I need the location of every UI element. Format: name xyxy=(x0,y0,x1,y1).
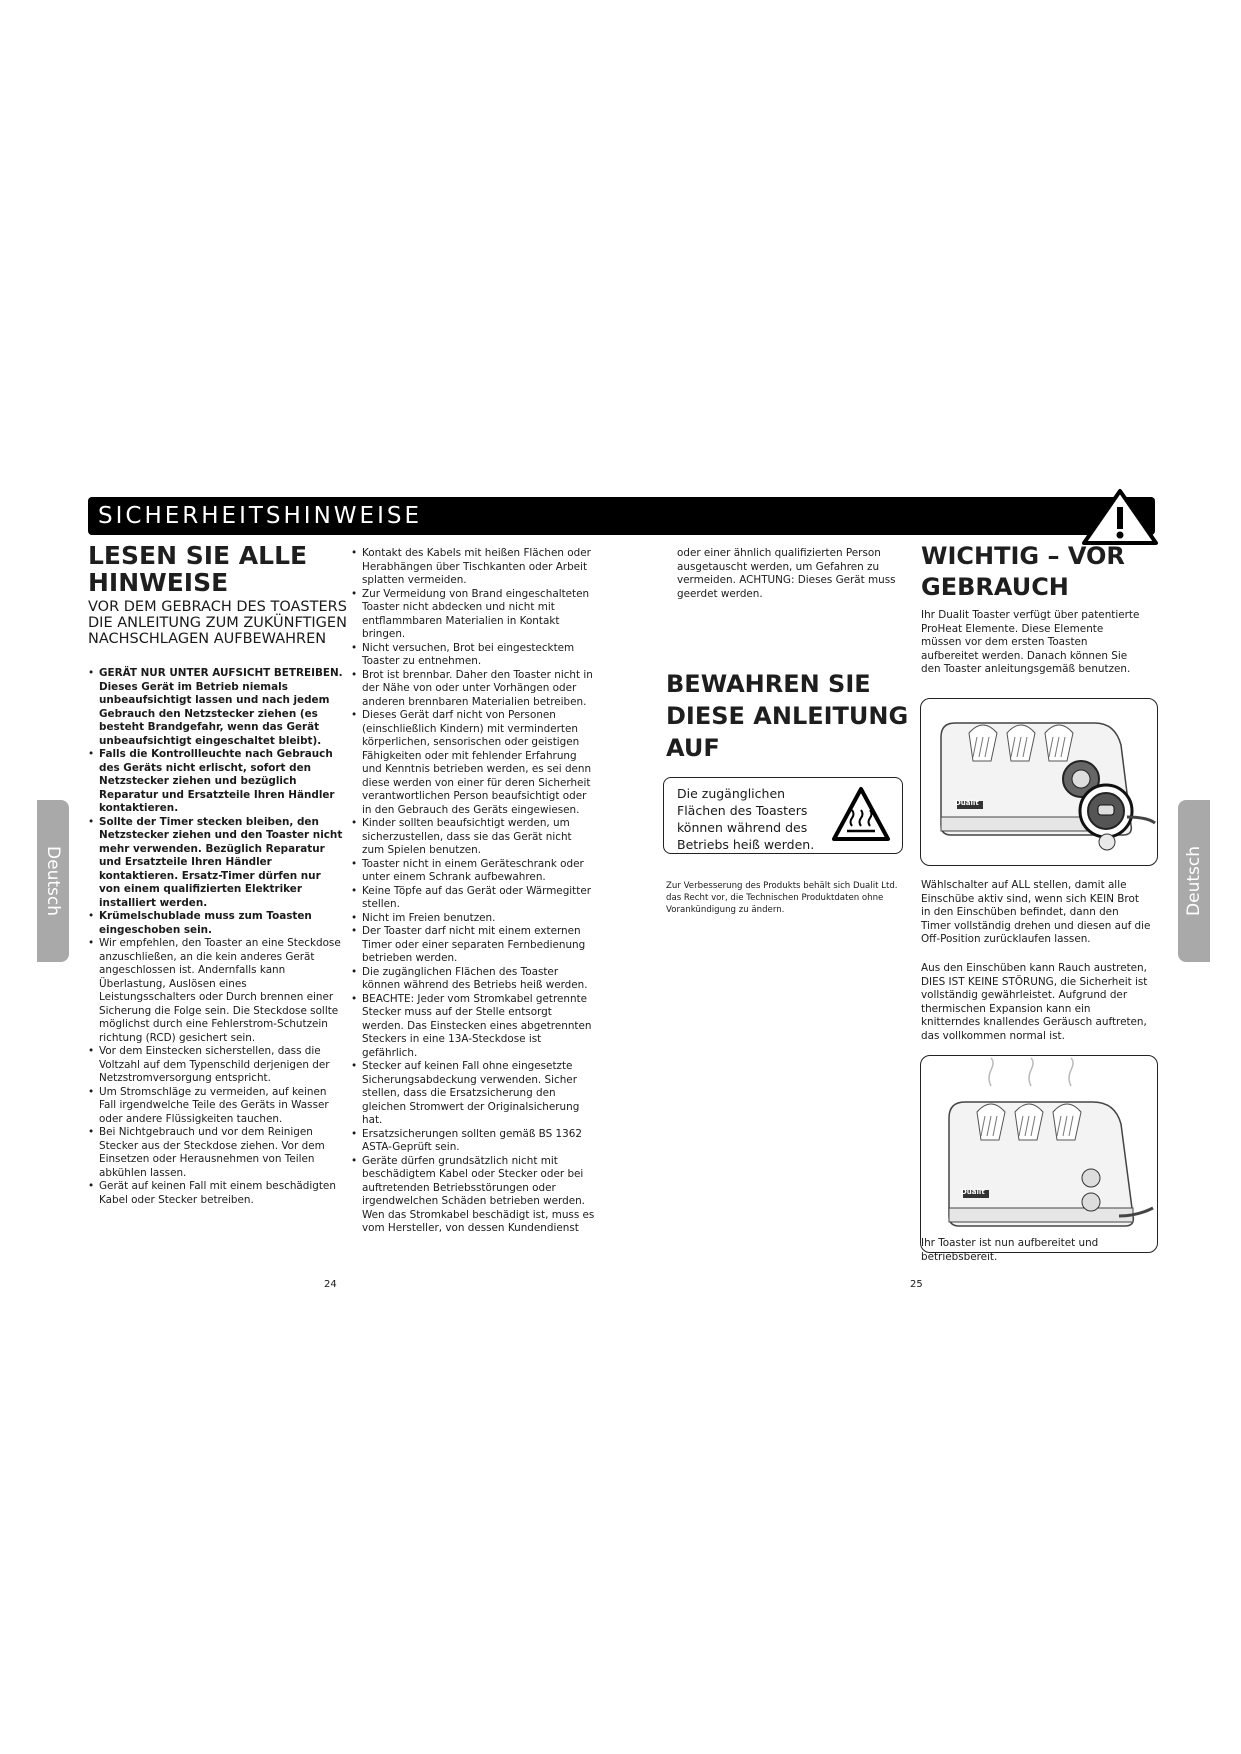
smoke-paragraph: Aus den Einschüben kann Rauch austreten, DIES IST KEINE STÖRUNG, die Sicherheit ist vollständig gewährleistet. Aufgrund der thermischen Expansion kann ein knitterndes knallendes Geräusch auftreten, das vollkommen normal ist. xyxy=(921,962,1148,1042)
list-item: • Gerät auf keinen Fall mit einem beschädigten Kabel oder Stecker betreiben. xyxy=(86,1180,344,1207)
list-item: • Geräte dürfen grundsätzlich nicht mit beschädigtem Kabel oder Stecker oder bei auftretenden Betriebsstörungen oder irgendwelchen Schäden betrieben werden. Wen das Stromkabel beschädigt ist, muss es vom Hersteller, von dessen Kundendienst xyxy=(349,1155,595,1236)
list-item: • Stecker auf keinen Fall ohne eingesetzte Sicherungsabdeckung verwenden. Sicher stellen, dass die Ersatzsicherung den gleichen Stromwert der Originalsicherung hat. xyxy=(349,1060,595,1128)
list-item: • Toaster nicht in einem Geräteschrank oder unter einem Schrank aufbewahren. xyxy=(349,858,595,885)
safety-continuation: oder einer ähnlich qualifizierten Person ausgetauscht werden, um Gefahren zu vermeiden. ACHTUNG: Dieses Gerät muss geerdet werden. xyxy=(677,547,896,600)
heading-keep-manual: BEWAHREN SIE DIESE ANLEITUNG AUF xyxy=(666,670,909,762)
list-item: • Krümelschublade muss zum Toasten eingeschoben sein. xyxy=(86,910,344,937)
warning-triangle-icon xyxy=(1080,488,1160,546)
toaster-illustration-select xyxy=(920,698,1158,866)
list-item: • Die zugänglichen Flächen des Toaster können während des Betriebs heiß werden. xyxy=(349,966,595,993)
page-number-left: 24 xyxy=(324,1279,337,1290)
list-item: • Der Toaster darf nicht mit einem externen Timer oder einer separaten Fernbedienung betrieben werden. xyxy=(349,925,595,966)
list-item: • Kinder sollten beaufsichtigt werden, um sicherzustellen, dass sie das Gerät nicht zum Spielen benutzen. xyxy=(349,817,595,858)
heading-important-before-use: WICHTIG – VOR GEBRAUCH xyxy=(921,542,1125,601)
subheading-keep-manual: VOR DEM GEBRACH DES TOASTERS DIE ANLEITUNG ZUM ZUKÜNFTIGEN NACHSCHLAGEN AUFBEWAHREN xyxy=(88,599,347,647)
list-item: • Wir empfehlen, den Toaster an eine Steckdose anzuschließen, an die kein anderes Gerät angeschlossen ist. Andernfalls kann Überlastung, Auslösen eines Leistungsschalters oder Durch brennen einer Sicherung die Folge sein. Die Steckdose sollte möglichst durch eine Fehlerstrom-Schutzein richtung (RCD) gesichert sein. xyxy=(86,937,344,1045)
hot-surface-warning-icon xyxy=(831,786,891,842)
hot-surface-notice-text: Die zugänglichen Flächen des Toasters können während des Betriebs heiß werden. xyxy=(677,786,815,852)
language-tab-label: Deutsch xyxy=(1184,846,1204,916)
select-all-paragraph: Wählschalter auf ALL stellen, damit alle Einschübe aktiv sind, wenn sich KEIN Brot in den Einschüben befindet, dann den Timer vollständig drehen und diesen auf die Off-Position zurücklaufen lassen. xyxy=(921,879,1151,945)
list-item: • Ersatzsicherungen sollten gemäß BS 1362 ASTA-Geprüft sein. xyxy=(349,1128,595,1155)
brand-label: Dualit xyxy=(955,799,979,807)
list-item: • Vor dem Einstecken sicherstellen, dass die Voltzahl auf dem Typenschild derjenigen der Netzstromversorgung entspricht. xyxy=(86,1045,344,1086)
language-tab-right xyxy=(1178,800,1210,962)
list-item: • Keine Töpfe auf das Gerät oder Wärmegitter stellen. xyxy=(349,885,595,912)
language-tab-left xyxy=(37,800,69,962)
list-item: • GERÄT NUR UNTER AUFSICHT BETREIBEN. Dieses Gerät im Betrieb niemals unbeaufsichtigt lassen und nach jedem Gebrauch den Netzstecker ziehen (es besteht Brandgefahr, wenn das Gerät unbeaufsichtigt eingeschaltet bleibt). xyxy=(86,667,344,748)
list-item: • Sollte der Timer stecken bleiben, den Netzstecker ziehen und den Toaster nicht mehr verwenden. Bezüglich Reparatur und Ersatzteile Ihren Händler kontaktieren. Ersatz-Timer dürfen nur von einem qualifizierten Elektriker installiert werden. xyxy=(86,816,344,911)
brand-label: Dualit xyxy=(961,1188,985,1196)
heading-read-all: LESEN SIE ALLE HINWEISE xyxy=(88,541,308,597)
ready-paragraph: Ihr Toaster ist nun aufbereitet und betriebsbereit. xyxy=(921,1237,1099,1263)
product-disclaimer: Zur Verbesserung des Produkts behält sich Dualit Ltd. das Recht vor, die Technischen Produktdaten ohne Vorankündigung zu ändern. xyxy=(666,881,898,915)
section-title: SICHERHEITSHINWEISE xyxy=(98,503,422,529)
list-item: • Bei Nichtgebrauch und vor dem Reinigen Stecker aus der Steckdose ziehen. Vor dem Einsetzen oder Herausnehmen von Teilen abkühlen lassen. xyxy=(86,1126,344,1180)
toaster-illustration-smoke xyxy=(920,1055,1158,1253)
list-item: • BEACHTE: Jeder vom Stromkabel getrennte Stecker muss auf der Stelle entsorgt werden. Das Einstecken eines abgetrennten Steckers in eine 13A-Steckdose ist gefährlich. xyxy=(349,993,595,1061)
list-item: • Nicht im Freien benutzen. xyxy=(349,912,595,926)
language-tab-label: Deutsch xyxy=(43,846,63,916)
list-item: • Zur Vermeidung von Brand eingeschalteten Toaster nicht abdecken und nicht mit entflammbaren Materialien in Kontakt bringen. xyxy=(349,588,595,642)
page-number-right: 25 xyxy=(910,1279,923,1290)
list-item: • Dieses Gerät darf nicht von Personen (einschließlich Kindern) mit verminderten körperlichen, sensorischen oder geistigen Fähigkeiten oder mit fehlender Erfahrung und Kenntnis betrieben werden, es sei denn diese werden von einer für deren Sicherheit verantwortlichen Person beaufsichtigt oder in den Gebrauch des Geräts eingewiesen. xyxy=(349,709,595,817)
toaster-dial-drawing xyxy=(921,699,1157,865)
list-item: • Nicht versuchen, Brot bei eingestecktem Toaster zu entnehmen. xyxy=(349,642,595,669)
list-item: • Brot ist brennbar. Daher den Toaster nicht in der Nähe von oder unter Vorhängen oder anderen brennbaren Materialien betreiben. xyxy=(349,669,595,710)
list-item: • Um Stromschläge zu vermeiden, auf keinen Fall irgendwelche Teile des Geräts in Wasser oder andere Flüssigkeiten tauchen. xyxy=(86,1086,344,1127)
intro-paragraph: Ihr Dualit Toaster verfügt über patentierte ProHeat Elemente. Diese Elemente müssen vor dem ersten Toasten aufbereitet werden. Danach können Sie den Toaster anleitungsgemäß benutzen. xyxy=(921,609,1140,675)
toaster-smoke-drawing xyxy=(921,1056,1157,1252)
safety-list-col1 xyxy=(86,667,344,1207)
list-item: • Falls die Kontrollleuchte nach Gebrauch des Geräts nicht erlischt, sofort den Netzstecker ziehen und bezüglich Reparatur und Ersatzteile Ihren Händler kontaktieren. xyxy=(86,748,344,816)
safety-list-col2 xyxy=(349,547,595,1236)
list-item: • Kontakt des Kabels mit heißen Flächen oder Herabhängen über Tischkanten oder Arbeit splatten vermeiden. xyxy=(349,547,595,588)
